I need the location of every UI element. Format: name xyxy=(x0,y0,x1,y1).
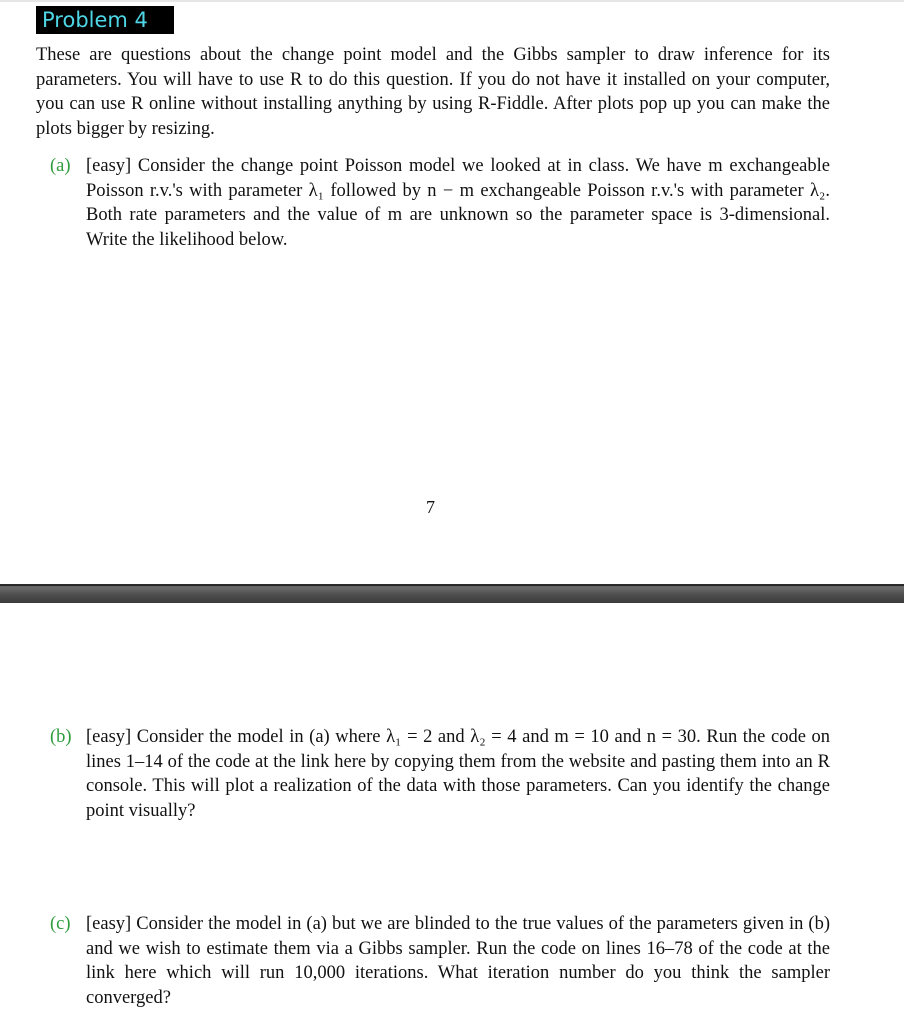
part-a-label: (a) xyxy=(50,156,71,176)
part-b-text: [easy] Consider the model in (a) where λ₁ = 2 and λ₂ = 4 and m = 10 and n = 30. Run the code on lines 1–14 of the code at the link here by copying them from the website and pasting them into an R console. This will plot a realization of the data with those parameters. Can you identify the change point visually? xyxy=(86,727,830,821)
part-a-text: [easy] Consider the change point Poisson model we looked at in class. We have m exchangeable Poisson r.v.'s with parameter λ₁ followed by n − m exchangeable Poisson r.v.'s with parameter λ₂. Both rate parameters and the value of m are unknown so the parameter space is 3-dimensional. Write the likelihood below. xyxy=(86,156,830,250)
intro-paragraph: These are questions about the change point model and the Gibbs sampler to draw inference for its parameters. You will have to use R to do this question. If you do not have it installed on your computer, you can use R online without installing anything by using R-Fiddle. After plots pop up you can make the plots bigger by resizing. xyxy=(36,45,830,139)
page-separator xyxy=(0,584,904,603)
part-c-text: [easy] Consider the model in (a) but we are blinded to the true values of the parameters given in (b) and we wish to estimate them via a Gibbs sampler. Run the code on lines 16–78 of the code at the link here which will run 10,000 iterations. What iteration number do you think the sampler converged? xyxy=(86,914,830,1008)
page-number: 7 xyxy=(426,497,435,517)
top-border xyxy=(0,0,904,2)
part-c-label: (c) xyxy=(50,914,71,934)
page-separator-edge xyxy=(0,584,904,586)
problem-title: Problem 4 xyxy=(36,6,174,34)
part-b-label: (b) xyxy=(50,727,72,747)
